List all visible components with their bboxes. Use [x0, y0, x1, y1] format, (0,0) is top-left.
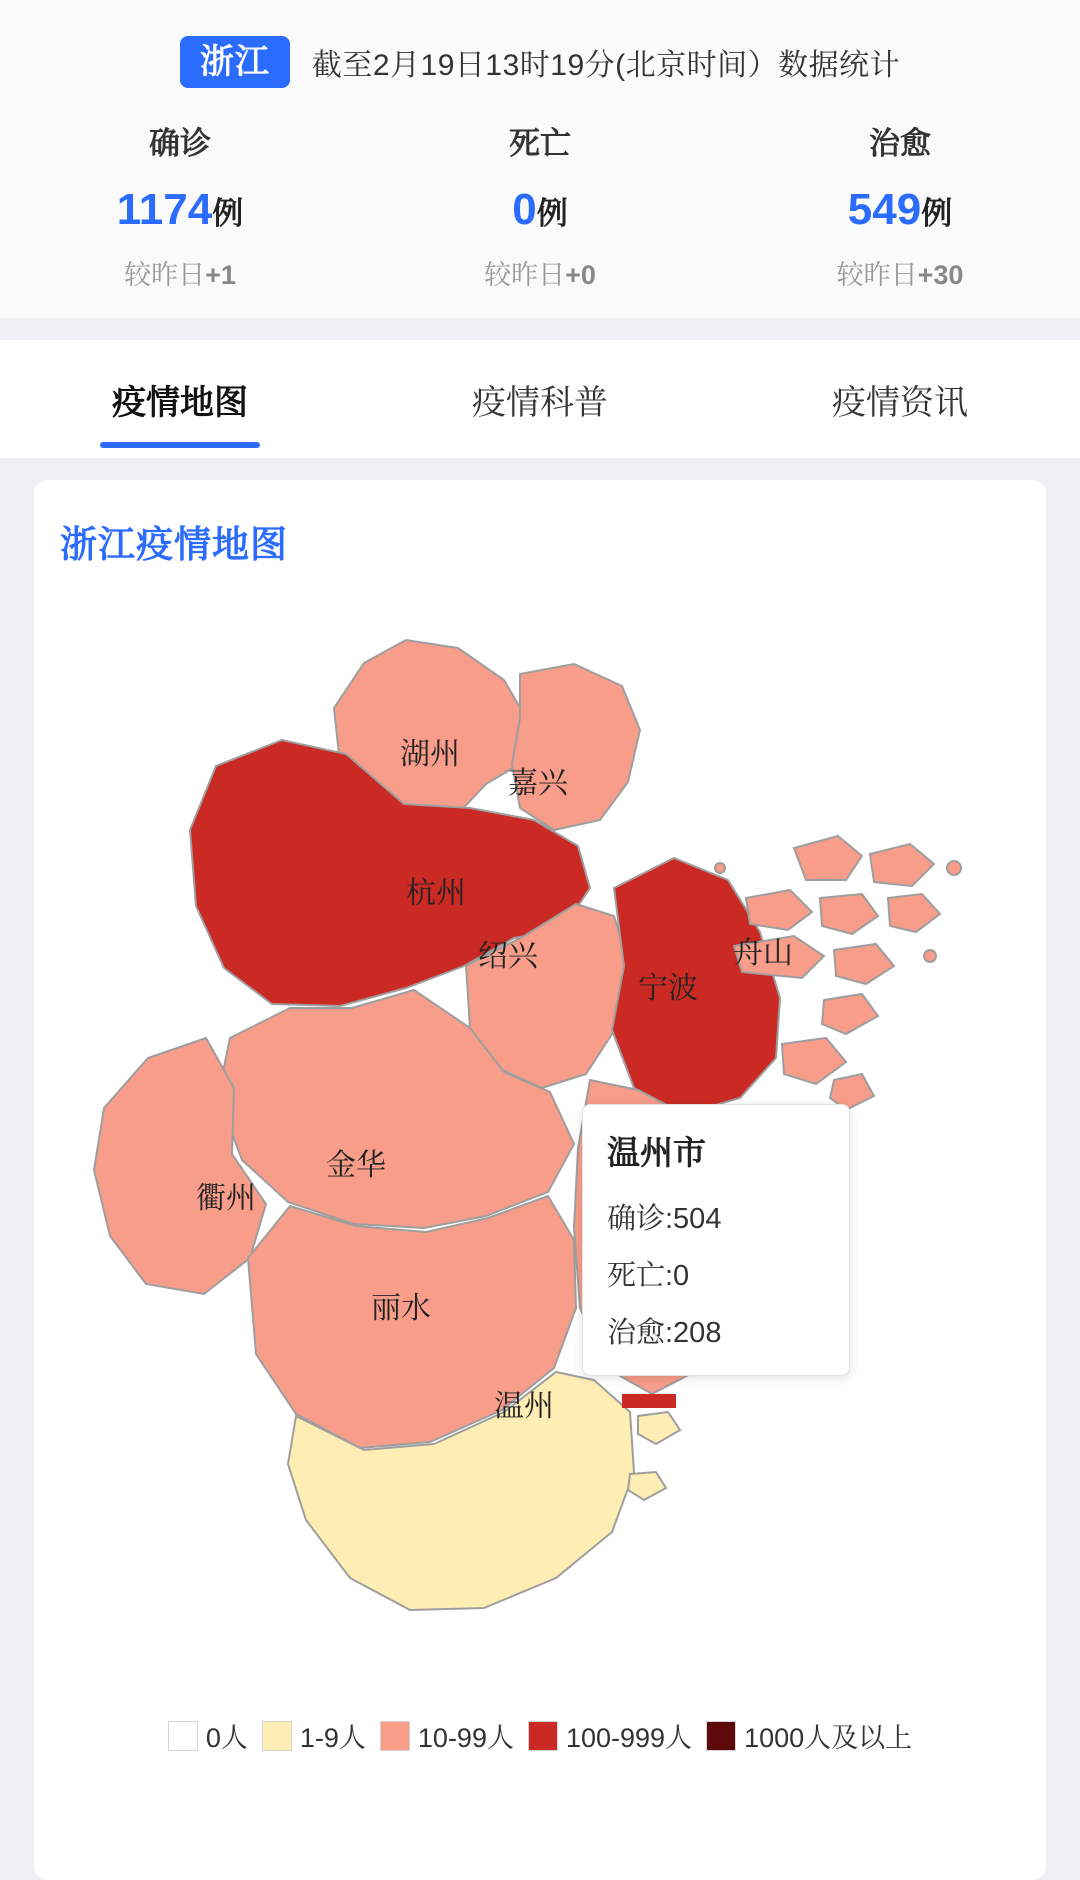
legend-item-3: [528, 1716, 692, 1755]
legend-label: 10-99人: [417, 1723, 514, 1753]
tab-epidemic-science[interactable]: [360, 340, 720, 458]
map-label-jiaxing: 嘉兴: [508, 767, 568, 800]
map-label-huzhou: 湖州: [400, 738, 460, 771]
tab-label: 疫情资讯: [832, 383, 968, 422]
stat-delta: [360, 253, 720, 292]
map-label-wenzhou: 温州: [494, 1390, 554, 1423]
stat-value: [0, 185, 360, 235]
stat-delta-value: +30: [917, 260, 964, 290]
stat-deaths: [360, 118, 720, 292]
stat-label: 确诊: [149, 126, 211, 161]
map-container[interactable]: [34, 568, 1046, 1708]
stat-delta: [0, 253, 360, 292]
legend-label: 1000人及以上: [744, 1723, 913, 1753]
tab-epidemic-news[interactable]: [720, 340, 1080, 458]
legend-swatch-icon: [706, 1721, 736, 1751]
legend-swatch-icon: [262, 1721, 292, 1751]
legend-item-1: [262, 1716, 366, 1755]
map-label-quzhou: 衢州: [196, 1182, 256, 1215]
legend-item-2: [380, 1716, 514, 1755]
legend-label: 1-9人: [299, 1723, 366, 1753]
summary-panel: [0, 0, 1080, 318]
region-wenzhou-coastal-strip: [622, 1394, 676, 1408]
legend-label: 0人: [205, 1723, 248, 1753]
map-label-lishui: 丽水: [371, 1292, 431, 1325]
map-card-title: 浙江疫情地图: [60, 524, 288, 565]
tab-bar: [0, 340, 1080, 458]
stat-delta-prefix: 较昨日: [484, 260, 566, 290]
section-divider: [0, 318, 1080, 340]
stat-confirmed: [0, 118, 360, 292]
region-jiaxing[interactable]: [512, 664, 640, 830]
legend-swatch-icon: [528, 1721, 558, 1751]
stat-delta-value: +1: [205, 260, 236, 290]
stat-delta-prefix: 较昨日: [836, 260, 918, 290]
map-tooltip-confirmed: 确诊:504: [607, 1203, 722, 1235]
legend-swatch-icon: [168, 1721, 198, 1751]
map-tooltip-title: 温州市: [607, 1134, 706, 1171]
map-label-hangzhou: 杭州: [406, 877, 466, 910]
stat-delta: [720, 253, 1080, 292]
stat-number: 0: [512, 185, 537, 234]
map-legend: [34, 1716, 1046, 1755]
map-card: [34, 480, 1046, 1880]
stat-delta-value: +0: [565, 260, 596, 290]
map-tooltip-recovered: 治愈:208: [607, 1317, 722, 1349]
tab-label: 疫情地图: [112, 383, 248, 422]
stat-number: 549: [847, 185, 922, 234]
zhejiang-choropleth-map[interactable]: [34, 568, 1046, 1708]
legend-item-4: [706, 1716, 912, 1755]
stat-label: 死亡: [509, 126, 571, 161]
summary-title-row: [0, 22, 1080, 118]
legend-item-0: [168, 1716, 248, 1755]
map-label-jinhua: 金华: [326, 1149, 386, 1182]
tab-label: 疫情科普: [472, 383, 608, 422]
tab-epidemic-map[interactable]: [0, 340, 360, 458]
region-wenzhou-islands[interactable]: [628, 1412, 680, 1500]
stat-value: [360, 185, 720, 235]
stat-value: [720, 185, 1080, 235]
stat-unit: 例: [921, 196, 953, 231]
stat-unit: 例: [212, 196, 244, 231]
summary-as-of-text: 截至2月19日13时19分(北京时间）数据统计: [311, 49, 901, 82]
stat-delta-prefix: 较昨日: [124, 260, 206, 290]
stat-recovered: [720, 118, 1080, 292]
legend-label: 100-999人: [565, 1723, 693, 1753]
region-chip[interactable]: 浙江: [180, 36, 290, 88]
stats-row: [0, 118, 1080, 292]
stat-unit: 例: [536, 196, 568, 231]
stat-label: 治愈: [869, 126, 931, 161]
map-label-zhoushan: 舟山: [733, 937, 793, 970]
map-label-shaoxing: 绍兴: [478, 940, 538, 973]
legend-swatch-icon: [380, 1721, 410, 1751]
map-label-ningbo: 宁波: [638, 972, 698, 1005]
stat-number: 1174: [116, 185, 213, 234]
map-tooltip: [582, 1104, 850, 1376]
map-tooltip-deaths: 死亡:0: [607, 1260, 690, 1292]
